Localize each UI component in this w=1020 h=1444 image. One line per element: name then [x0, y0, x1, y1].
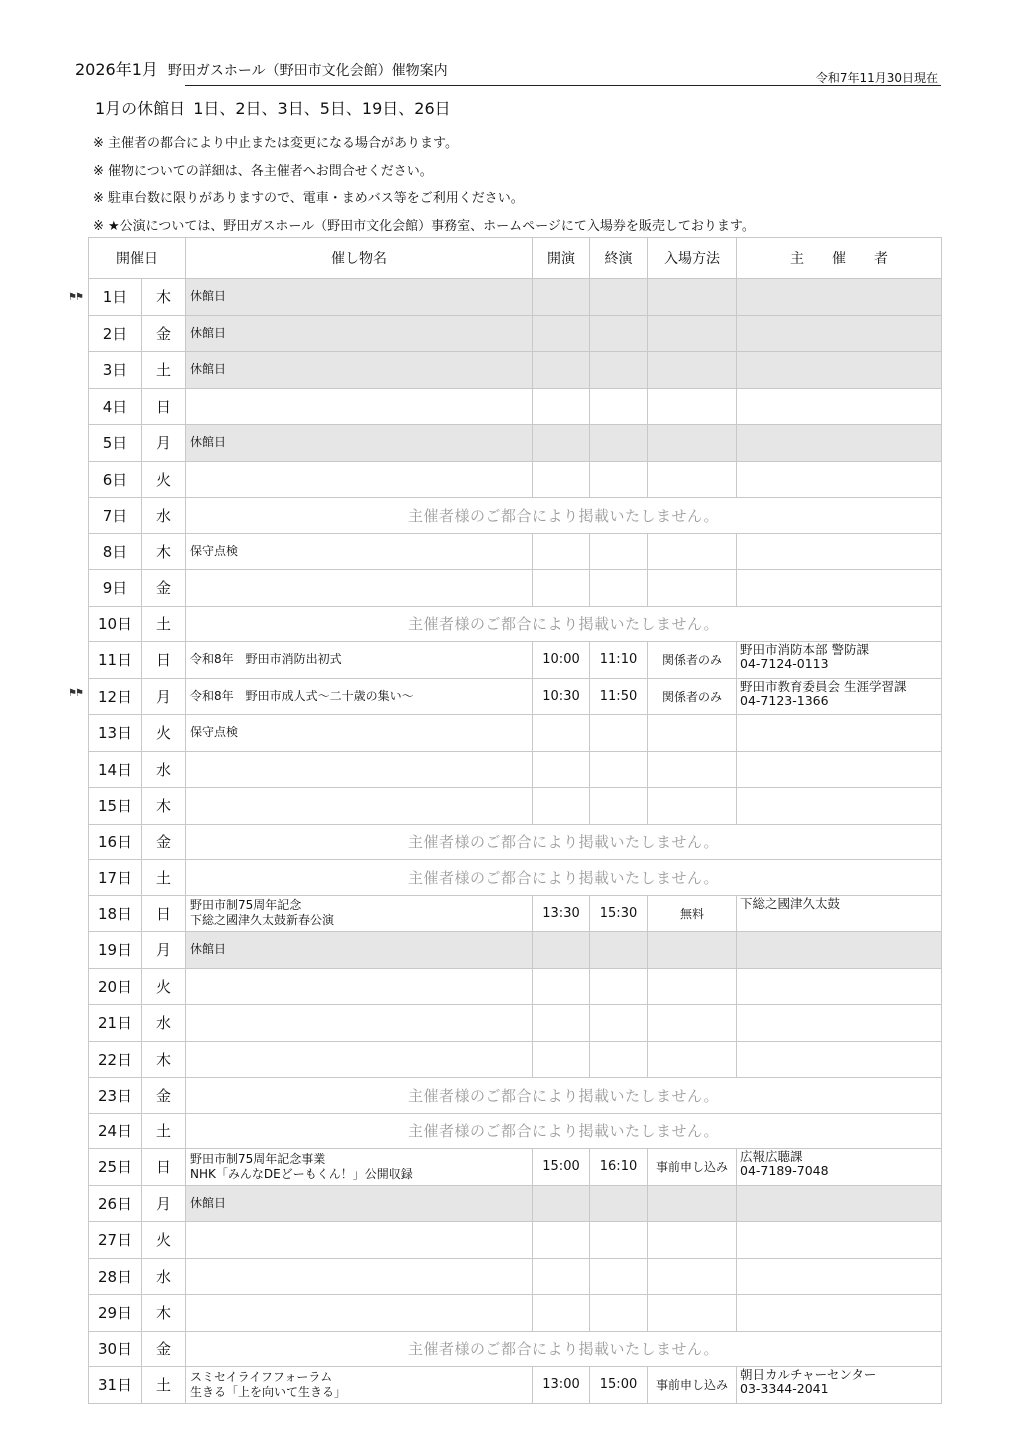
- table-row: [89, 860, 942, 896]
- closed-days-list: 1日、2日、3日、5日、19日、26日: [193, 99, 451, 118]
- date-cell: 14日: [89, 751, 142, 788]
- organizer-cell: [737, 1295, 942, 1332]
- weekday-cell: 土: [142, 1367, 186, 1404]
- table-row: [89, 352, 942, 389]
- entry-method-cell: [648, 751, 737, 788]
- event-name-line: 生きる「上を向いて生きる」: [190, 1384, 347, 1399]
- weekday-cell: 木: [142, 279, 186, 316]
- weekday-cell: 月: [142, 932, 186, 969]
- table-row: [89, 606, 942, 642]
- close-time-cell: 11:50: [590, 678, 648, 715]
- weekday-cell: 水: [142, 498, 186, 534]
- entry-method-cell: [648, 279, 737, 316]
- table-row: [89, 1331, 942, 1367]
- organizer-cell: [737, 1367, 942, 1404]
- open-time-cell: [533, 279, 590, 316]
- table-row: [89, 315, 942, 352]
- event-name-cell: [186, 1295, 533, 1332]
- table-row: [89, 1041, 942, 1078]
- open-time-cell: [533, 932, 590, 969]
- event-name-cell: [186, 570, 533, 607]
- entry-method-cell: [648, 425, 737, 462]
- open-time-cell: [533, 533, 590, 570]
- event-name-cell: 休館日: [186, 1185, 533, 1222]
- date-cell: 18日: [89, 895, 142, 932]
- table-row: [89, 279, 942, 316]
- title-month: 2026年1月: [75, 60, 158, 79]
- event-name-line: 下総之國津久太鼓新春公演: [190, 913, 335, 928]
- event-name-cell: 休館日: [186, 352, 533, 389]
- close-time-cell: [590, 570, 648, 607]
- close-time-cell: [590, 388, 648, 425]
- event-name-cell: [186, 461, 533, 498]
- table-row: [89, 715, 942, 752]
- note-item: ※ 主催者の都合により中止または変更になる場合があります。: [93, 136, 458, 151]
- entry-method-cell: [648, 570, 737, 607]
- weekday-cell: 金: [142, 1331, 186, 1367]
- table-row: [89, 388, 942, 425]
- weekday-cell: 金: [142, 570, 186, 607]
- notice-cell: 主催者様のご都合により掲載いたしません。: [186, 1331, 942, 1367]
- table-row: [89, 1149, 942, 1186]
- weekday-cell: 土: [142, 1113, 186, 1149]
- open-time-cell: [533, 1041, 590, 1078]
- entry-method-cell: 関係者のみ: [648, 678, 737, 715]
- organizer-cell: [737, 388, 942, 425]
- close-time-cell: [590, 968, 648, 1005]
- open-time-cell: [533, 570, 590, 607]
- header-divider: [185, 85, 941, 86]
- event-name-cell: [186, 968, 533, 1005]
- notice-cell: 主催者様のご都合により掲載いたしません。: [186, 1113, 942, 1149]
- date-cell: 22日: [89, 1041, 142, 1078]
- open-time-cell: [533, 788, 590, 825]
- open-time-cell: 13:00: [533, 1367, 590, 1404]
- date-cell: 9日: [89, 570, 142, 607]
- date-cell: 19日: [89, 932, 142, 969]
- table-row: [89, 498, 942, 534]
- entry-method-cell: [648, 715, 737, 752]
- organizer-name: 野田市消防本部 警防課: [740, 642, 869, 657]
- event-name-cell: [186, 788, 533, 825]
- organizer-cell: [737, 751, 942, 788]
- entry-method-cell: [648, 315, 737, 352]
- weekday-cell: 火: [142, 968, 186, 1005]
- page-title: [75, 57, 448, 80]
- weekday-cell: 火: [142, 461, 186, 498]
- event-name-cell: 休館日: [186, 425, 533, 462]
- organizer-phone: 04-7124-0113: [740, 656, 829, 671]
- event-name-cell: 令和8年 野田市消防出初式: [186, 642, 533, 679]
- event-name-cell: [186, 895, 533, 932]
- date-cell: 23日: [89, 1078, 142, 1114]
- event-name-line: スミセイライフフォーラム: [190, 1369, 333, 1384]
- event-name-cell: [186, 388, 533, 425]
- close-time-cell: [590, 279, 648, 316]
- flags-icon: ⚑⚑: [68, 688, 82, 699]
- event-name-cell: [186, 1367, 533, 1404]
- organizer-cell: [737, 1258, 942, 1295]
- event-name-line: 野田市制75周年記念事業: [190, 1151, 326, 1166]
- date-cell: 28日: [89, 1258, 142, 1295]
- notice-cell: 主催者様のご都合により掲載いたしません。: [186, 824, 942, 860]
- date-cell: 27日: [89, 1222, 142, 1259]
- close-time-cell: [590, 461, 648, 498]
- organizer-name: 下総之國津久太鼓: [740, 895, 841, 911]
- close-time-cell: [590, 1185, 648, 1222]
- organizer-cell: [737, 715, 942, 752]
- table-row: [89, 751, 942, 788]
- close-time-cell: [590, 715, 648, 752]
- organizer-cell: [737, 1005, 942, 1042]
- weekday-cell: 木: [142, 1295, 186, 1332]
- date-cell: 7日: [89, 498, 142, 534]
- date-cell: 12日: [89, 678, 142, 715]
- open-time-cell: [533, 968, 590, 1005]
- notice-cell: 主催者様のご都合により掲載いたしません。: [186, 606, 942, 642]
- organizer-cell: [737, 788, 942, 825]
- closed-days-label: 1月の休館日: [95, 99, 186, 118]
- notice-cell: 主催者様のご都合により掲載いたしません。: [186, 860, 942, 896]
- table-header-row: [89, 238, 942, 279]
- table-row: [89, 932, 942, 969]
- date-cell: 10日: [89, 606, 142, 642]
- close-time-cell: [590, 788, 648, 825]
- weekday-cell: 日: [142, 1149, 186, 1186]
- table-row: [89, 570, 942, 607]
- table-row: [89, 533, 942, 570]
- event-name-cell: [186, 1258, 533, 1295]
- open-time-cell: 10:00: [533, 642, 590, 679]
- weekday-cell: 金: [142, 824, 186, 860]
- flags-icon: ⚑⚑: [68, 292, 82, 303]
- date-cell: 16日: [89, 824, 142, 860]
- table-row: [89, 895, 942, 932]
- note-item: ※ 駐車台数に限りがありますので、電車・まめバス等をご利用ください。: [93, 191, 524, 206]
- entry-method-cell: [648, 1222, 737, 1259]
- weekday-cell: 金: [142, 1078, 186, 1114]
- close-time-cell: [590, 1041, 648, 1078]
- organizer-cell: [737, 1185, 942, 1222]
- weekday-cell: 水: [142, 1258, 186, 1295]
- event-name-cell: [186, 751, 533, 788]
- weekday-cell: 木: [142, 533, 186, 570]
- weekday-cell: 日: [142, 895, 186, 932]
- organizer-cell: [737, 533, 942, 570]
- event-name-cell: 令和8年 野田市成人式～二十歳の集い～: [186, 678, 533, 715]
- close-time-cell: [590, 751, 648, 788]
- event-name-cell: [186, 1149, 533, 1186]
- note-item: ※ ★公演については、野田ガスホール（野田市文化会館）事務室、ホームページにて入場券を販売しております。: [93, 218, 755, 234]
- close-time-cell: [590, 1258, 648, 1295]
- open-time-cell: 13:30: [533, 895, 590, 932]
- weekday-cell: 日: [142, 642, 186, 679]
- table-row: [89, 968, 942, 1005]
- event-name-line: 野田市制75周年記念: [190, 898, 302, 913]
- open-time-cell: [533, 1258, 590, 1295]
- header-date: 開催日: [89, 238, 186, 279]
- date-cell: 1日: [89, 279, 142, 316]
- organizer-cell: [737, 1149, 942, 1186]
- close-time-cell: 16:10: [590, 1149, 648, 1186]
- close-time-cell: [590, 932, 648, 969]
- weekday-cell: 日: [142, 388, 186, 425]
- weekday-cell: 火: [142, 715, 186, 752]
- entry-method-cell: [648, 388, 737, 425]
- open-time-cell: 10:30: [533, 678, 590, 715]
- notes: [93, 134, 755, 244]
- event-name-cell: [186, 1005, 533, 1042]
- organizer-cell: [737, 425, 942, 462]
- entry-method-cell: [648, 1041, 737, 1078]
- table-row: [89, 1367, 942, 1404]
- open-time-cell: 15:00: [533, 1149, 590, 1186]
- organizer-cell: [737, 461, 942, 498]
- date-cell: 20日: [89, 968, 142, 1005]
- date-cell: 4日: [89, 388, 142, 425]
- organizer-cell: [737, 895, 942, 932]
- event-name-cell: [186, 1222, 533, 1259]
- table-row: [89, 678, 942, 715]
- date-cell: 5日: [89, 425, 142, 462]
- open-time-cell: [533, 715, 590, 752]
- table-row: [89, 1078, 942, 1114]
- date-cell: 21日: [89, 1005, 142, 1042]
- weekday-cell: 土: [142, 606, 186, 642]
- event-name-line: NHK「みんなDEどーもくん！」公開収録: [190, 1166, 413, 1181]
- event-schedule-table: [88, 237, 942, 1404]
- date-cell: 25日: [89, 1149, 142, 1186]
- entry-method-cell: 事前申し込み: [648, 1367, 737, 1404]
- close-time-cell: [590, 533, 648, 570]
- organizer-name: 広報広聴課: [740, 1149, 803, 1164]
- organizer-phone: 04-7123-1366: [740, 692, 829, 708]
- table-row: [89, 1005, 942, 1042]
- entry-method-cell: [648, 533, 737, 570]
- weekday-cell: 木: [142, 788, 186, 825]
- as-of-date: 令和7年11月30日現在: [815, 71, 938, 85]
- event-name-cell: 保守点検: [186, 715, 533, 752]
- organizer-cell: [737, 642, 942, 679]
- event-name-cell: 保守点検: [186, 533, 533, 570]
- weekday-cell: 月: [142, 678, 186, 715]
- close-time-cell: 11:10: [590, 642, 648, 679]
- event-name-cell: [186, 1041, 533, 1078]
- header-organizer: 主 催 者: [737, 238, 942, 279]
- date-cell: 3日: [89, 352, 142, 389]
- date-cell: 15日: [89, 788, 142, 825]
- weekday-cell: 火: [142, 1222, 186, 1259]
- date-cell: 8日: [89, 533, 142, 570]
- table-row: [89, 1222, 942, 1259]
- close-time-cell: 15:30: [590, 895, 648, 932]
- table-row: [89, 1258, 942, 1295]
- organizer-cell: [737, 315, 942, 352]
- date-cell: 30日: [89, 1331, 142, 1367]
- table-row: [89, 788, 942, 825]
- entry-method-cell: 無料: [648, 895, 737, 932]
- organizer-phone: 03-3344-2041: [740, 1381, 829, 1396]
- open-time-cell: [533, 425, 590, 462]
- weekday-cell: 土: [142, 860, 186, 896]
- date-cell: 11日: [89, 642, 142, 679]
- entry-method-cell: [648, 352, 737, 389]
- organizer-cell: [737, 1222, 942, 1259]
- entry-method-cell: [648, 788, 737, 825]
- open-time-cell: [533, 461, 590, 498]
- open-time-cell: [533, 751, 590, 788]
- table-row: [89, 1295, 942, 1332]
- entry-method-cell: [648, 1005, 737, 1042]
- weekday-cell: 木: [142, 1041, 186, 1078]
- entry-method-cell: 事前申し込み: [648, 1149, 737, 1186]
- date-cell: 29日: [89, 1295, 142, 1332]
- weekday-cell: 水: [142, 1005, 186, 1042]
- open-time-cell: [533, 1005, 590, 1042]
- note-item: ※ 催物についての詳細は、各主催者へお問合せください。: [93, 163, 433, 179]
- entry-method-cell: [648, 1185, 737, 1222]
- weekday-cell: 月: [142, 1185, 186, 1222]
- event-name-cell: 休館日: [186, 932, 533, 969]
- header-entry: 入場方法: [648, 238, 737, 279]
- weekday-cell: 土: [142, 352, 186, 389]
- organizer-cell: [737, 279, 942, 316]
- entry-method-cell: 関係者のみ: [648, 642, 737, 679]
- notice-cell: 主催者様のご都合により掲載いたしません。: [186, 498, 942, 534]
- weekday-cell: 金: [142, 315, 186, 352]
- close-time-cell: [590, 1295, 648, 1332]
- date-cell: 24日: [89, 1113, 142, 1149]
- event-name-cell: 休館日: [186, 315, 533, 352]
- table-row: [89, 1113, 942, 1149]
- title-venue: 野田ガスホール（野田市文化会館）催物案内: [167, 63, 448, 79]
- table-row: [89, 425, 942, 462]
- organizer-name: 朝日カルチャーセンター: [740, 1367, 877, 1382]
- notice-cell: 主催者様のご都合により掲載いたしません。: [186, 1078, 942, 1114]
- open-time-cell: [533, 315, 590, 352]
- date-cell: 2日: [89, 315, 142, 352]
- header-open: 開演: [533, 238, 590, 279]
- table-row: [89, 1185, 942, 1222]
- organizer-phone: 04-7189-7048: [740, 1163, 829, 1178]
- open-time-cell: [533, 1295, 590, 1332]
- date-cell: 31日: [89, 1367, 142, 1404]
- close-time-cell: [590, 352, 648, 389]
- event-name-cell: 休館日: [186, 279, 533, 316]
- organizer-name: 野田市教育委員会 生涯学習課: [740, 678, 907, 694]
- organizer-cell: [737, 678, 942, 715]
- header-event: 催し物名: [186, 238, 533, 279]
- table-row: [89, 824, 942, 860]
- open-time-cell: [533, 352, 590, 389]
- open-time-cell: [533, 1185, 590, 1222]
- organizer-cell: [737, 570, 942, 607]
- close-time-cell: [590, 1222, 648, 1259]
- open-time-cell: [533, 388, 590, 425]
- date-cell: 26日: [89, 1185, 142, 1222]
- table-row: [89, 642, 942, 679]
- table-row: [89, 461, 942, 498]
- close-time-cell: [590, 1005, 648, 1042]
- organizer-cell: [737, 1041, 942, 1078]
- weekday-cell: 月: [142, 425, 186, 462]
- weekday-cell: 水: [142, 751, 186, 788]
- header-close: 終演: [590, 238, 648, 279]
- entry-method-cell: [648, 968, 737, 1005]
- entry-method-cell: [648, 1258, 737, 1295]
- entry-method-cell: [648, 1295, 737, 1332]
- date-cell: 17日: [89, 860, 142, 896]
- entry-method-cell: [648, 461, 737, 498]
- organizer-cell: [737, 968, 942, 1005]
- close-time-cell: [590, 425, 648, 462]
- date-cell: 6日: [89, 461, 142, 498]
- organizer-cell: [737, 932, 942, 969]
- close-time-cell: 15:00: [590, 1367, 648, 1404]
- closed-days: [95, 96, 451, 119]
- close-time-cell: [590, 315, 648, 352]
- entry-method-cell: [648, 932, 737, 969]
- open-time-cell: [533, 1222, 590, 1259]
- date-cell: 13日: [89, 715, 142, 752]
- organizer-cell: [737, 352, 942, 389]
